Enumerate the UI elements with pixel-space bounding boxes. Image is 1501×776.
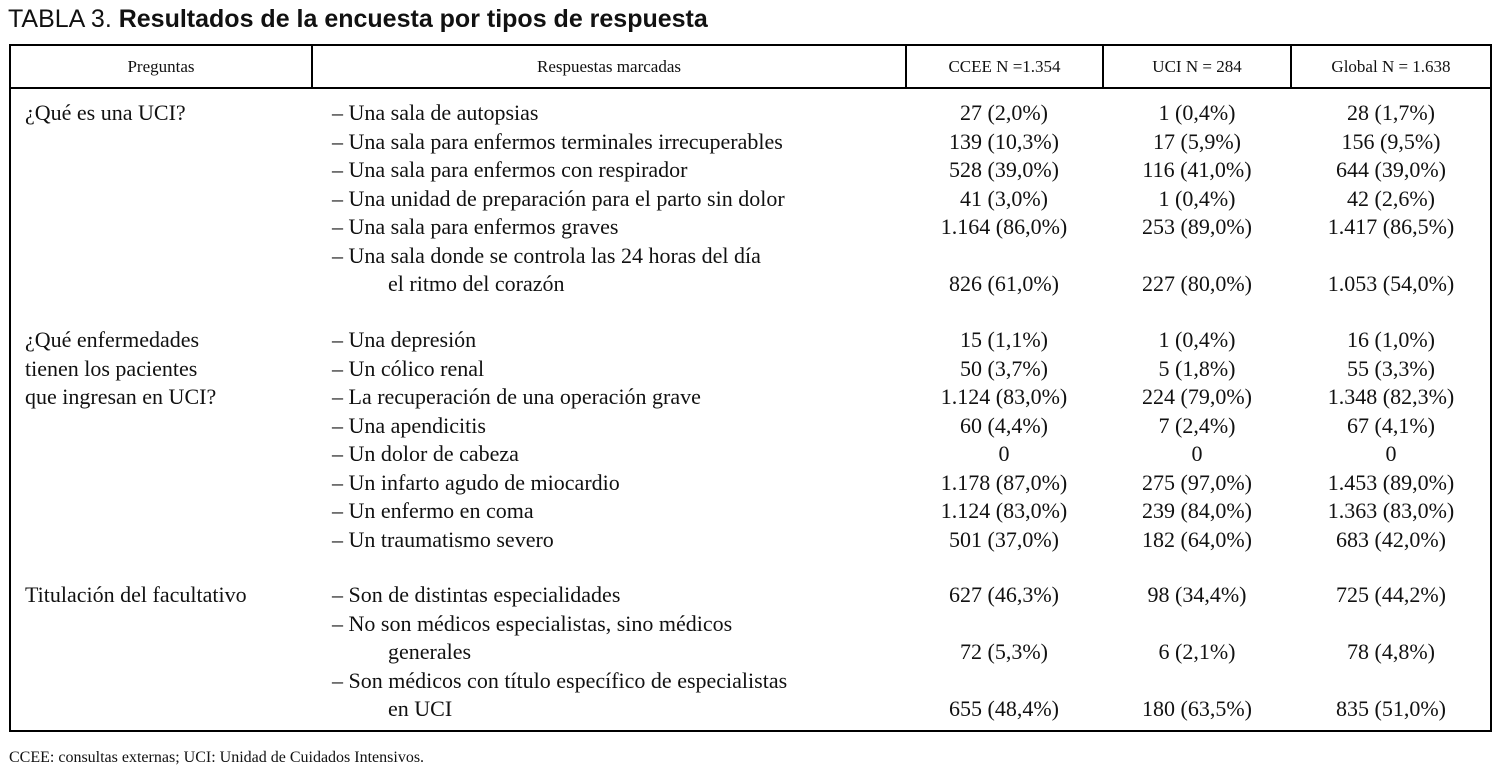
answer-text: – Un traumatismo severo xyxy=(332,526,554,552)
uci-value: 182 (64,0%) xyxy=(1142,526,1252,552)
global-value: 683 (42,0%) xyxy=(1336,526,1446,552)
question-line: que ingresan en UCI? xyxy=(25,384,217,409)
global-value: 16 (1,0%) xyxy=(1347,327,1435,352)
question-line: Titulación del facultativo xyxy=(25,582,247,607)
global-value: 644 (39,0%) xyxy=(1336,157,1446,182)
answer-text: – Una sala para enfermos con respirador xyxy=(332,157,688,182)
answer-text: – Son médicos con título específico de especialistas xyxy=(332,667,788,693)
ccee-value: 1.178 (87,0%) xyxy=(940,469,1068,495)
ccee-value: 72 (5,3%) xyxy=(960,639,1048,664)
header-ccee: CCEE N =1.354 xyxy=(948,57,1061,76)
uci-value: 239 (84,0%) xyxy=(1142,498,1252,523)
answer-text: – Un infarto agudo de miocardio xyxy=(332,469,620,495)
table-row xyxy=(11,156,1490,185)
question-line: ¿Qué enfermedades xyxy=(25,327,200,352)
table-row xyxy=(11,638,1490,667)
uci-value: 7 (2,4%) xyxy=(1158,412,1236,438)
table-caption: Resultados de la encuesta por tipos de respuesta xyxy=(118,5,708,33)
ccee-value: 1.164 (86,0%) xyxy=(940,214,1068,239)
ccee-value: 528 (39,0%) xyxy=(949,157,1059,182)
global-value: 42 (2,6%) xyxy=(1347,185,1435,211)
answer-text: – Una sala de autopsias xyxy=(332,100,539,125)
ccee-value: 0 xyxy=(998,441,1010,466)
table-row xyxy=(11,412,1490,441)
table-row xyxy=(11,581,1490,610)
answer-text: el ritmo del corazón xyxy=(388,271,565,296)
answer-text: – Una apendicitis xyxy=(332,412,486,438)
table-number: TABLA 3. xyxy=(8,5,112,33)
global-value: 1.363 (83,0%) xyxy=(1327,498,1455,523)
question-line: ¿Qué es una UCI? xyxy=(25,100,186,125)
answer-text: – Un cólico renal xyxy=(332,355,485,381)
uci-value: 253 (89,0%) xyxy=(1142,214,1252,239)
ccee-value: 50 (3,7%) xyxy=(960,355,1048,381)
table-row xyxy=(11,270,1490,299)
uci-value: 1 (0,4%) xyxy=(1158,327,1236,352)
ccee-value: 139 (10,3%) xyxy=(949,128,1059,154)
table-row xyxy=(11,128,1490,157)
answer-text: – Una unidad de preparación para el parto sin dolor xyxy=(332,185,785,211)
table-row xyxy=(11,695,1490,724)
answer-text: – Una sala para enfermos terminales irrecuperables xyxy=(332,128,783,154)
uci-value: 180 (63,5%) xyxy=(1142,696,1252,721)
answer-text: – No son médicos especialistas, sino médicos xyxy=(332,610,733,636)
global-value: 1.453 (89,0%) xyxy=(1327,469,1455,495)
header-preguntas: Preguntas xyxy=(127,57,195,76)
uci-value: 116 (41,0%) xyxy=(1142,157,1252,182)
uci-value: 275 (97,0%) xyxy=(1142,469,1252,495)
table-row xyxy=(11,469,1490,498)
global-value: 725 (44,2%) xyxy=(1336,582,1446,607)
answer-rows xyxy=(11,581,1490,724)
global-value: 28 (1,7%) xyxy=(1347,100,1435,125)
answer-text: – Una sala para enfermos graves xyxy=(332,214,619,239)
table-row xyxy=(11,440,1490,469)
table-row xyxy=(11,326,1490,355)
table-row xyxy=(11,213,1490,242)
header-uci: UCI N = 284 xyxy=(1152,57,1242,76)
header-respuestas: Respuestas marcadas xyxy=(537,57,681,76)
answer-rows xyxy=(11,326,1490,554)
table-header xyxy=(11,46,1490,89)
answer-text: en UCI xyxy=(388,696,453,721)
answer-text: – Una sala donde se controla las 24 horas del día xyxy=(332,242,761,268)
table-row xyxy=(11,185,1490,214)
global-value: 78 (4,8%) xyxy=(1347,639,1435,664)
answer-text: – Son de distintas especialidades xyxy=(332,582,621,607)
ccee-value: 60 (4,4%) xyxy=(960,412,1048,438)
answer-rows xyxy=(11,99,1490,299)
answer-text: – Una depresión xyxy=(332,327,477,352)
footnote: CCEE: consultas externas; UCI: Unidad de Cuidados Intensivos. xyxy=(9,749,425,766)
ccee-value: 655 (48,4%) xyxy=(949,696,1059,721)
header-global: Global N = 1.638 xyxy=(1331,57,1451,76)
ccee-value: 1.124 (83,0%) xyxy=(940,384,1068,409)
table-row xyxy=(11,497,1490,526)
results-table xyxy=(9,44,1492,732)
global-value: 1.348 (82,3%) xyxy=(1327,384,1455,409)
global-value: 1.053 (54,0%) xyxy=(1327,271,1455,296)
ccee-value: 627 (46,3%) xyxy=(949,582,1059,607)
global-value: 0 xyxy=(1385,441,1397,466)
answer-text: generales xyxy=(388,639,472,664)
ccee-value: 27 (2,0%) xyxy=(960,100,1048,125)
uci-value: 5 (1,8%) xyxy=(1158,355,1236,381)
uci-value: 1 (0,4%) xyxy=(1158,100,1236,125)
uci-value: 0 xyxy=(1191,441,1203,466)
ccee-value: 15 (1,1%) xyxy=(960,327,1048,352)
ccee-value: 1.124 (83,0%) xyxy=(940,498,1068,523)
table-row xyxy=(11,383,1490,412)
table-row xyxy=(11,526,1490,555)
ccee-value: 501 (37,0%) xyxy=(949,526,1059,552)
global-value: 1.417 (86,5%) xyxy=(1327,214,1455,239)
answer-text: – Un dolor de cabeza xyxy=(332,441,519,466)
question-line: tienen los pacientes xyxy=(25,355,198,381)
ccee-value: 41 (3,0%) xyxy=(960,185,1048,211)
uci-value: 227 (80,0%) xyxy=(1142,271,1252,296)
answer-text: – Un enfermo en coma xyxy=(332,498,534,523)
table-row xyxy=(11,99,1490,128)
table-row xyxy=(11,242,1490,271)
uci-value: 98 (34,4%) xyxy=(1147,582,1247,607)
table-row xyxy=(11,355,1490,384)
global-value: 835 (51,0%) xyxy=(1336,696,1446,721)
global-value: 156 (9,5%) xyxy=(1341,128,1441,154)
table-title xyxy=(8,2,708,36)
uci-value: 224 (79,0%) xyxy=(1142,384,1252,409)
table-row xyxy=(11,610,1490,639)
ccee-value: 826 (61,0%) xyxy=(949,271,1059,296)
global-value: 67 (4,1%) xyxy=(1347,412,1435,438)
global-value: 55 (3,3%) xyxy=(1347,355,1435,381)
uci-value: 17 (5,9%) xyxy=(1153,128,1241,154)
uci-value: 1 (0,4%) xyxy=(1158,185,1236,211)
uci-value: 6 (2,1%) xyxy=(1158,639,1236,664)
table-row xyxy=(11,667,1490,696)
answer-text: – La recuperación de una operación grave xyxy=(332,384,701,409)
